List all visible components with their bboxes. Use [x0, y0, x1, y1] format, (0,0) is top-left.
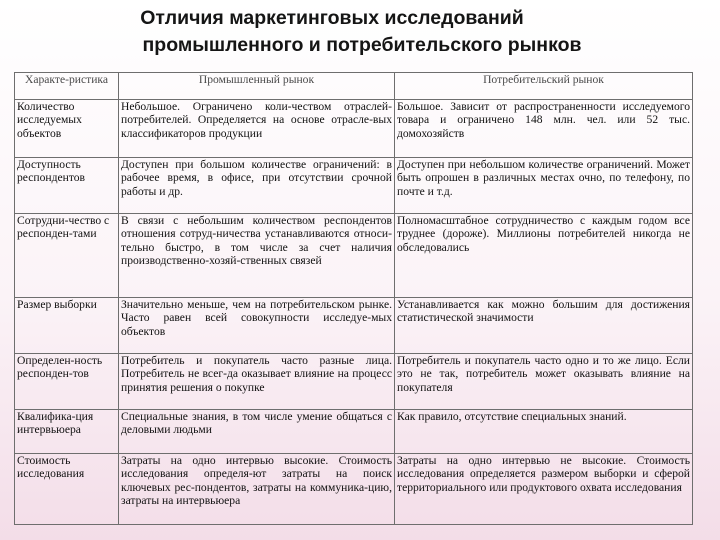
header-feature: Характе-ристика: [15, 73, 119, 100]
table-row: [15, 214, 693, 298]
row-industrial-cell: В связи с небольшим количеством респондентов отношения сотруд-ничества устанавливаются относи-тельно быстро, в том числе за счет наличия производственно-хозяй-ственных связей: [119, 214, 395, 298]
row-feature-cell: Размер выборки: [15, 298, 119, 354]
title-line-2: промышленного и потребительского рынков: [142, 34, 582, 56]
row-industrial-cell: Небольшое. Ограничено коли-чеством отраслей-потребителей. Определяется на основе отрасле-вых классификаторов продукции: [119, 100, 395, 158]
row-industrial-cell: Затраты на одно интервью высокие. Стоимость исследования определя-ют затраты на поиск ключевых рес-пондентов, затраты на коммуника-цию, затраты на интервьюера: [119, 454, 395, 525]
row-feature-cell: Квалифика-ция интервьюера: [15, 410, 119, 454]
header-industrial-market: Промышленный рынок: [119, 73, 395, 100]
row-consumer-cell: Полномасштабное сотрудничество с каждым годом все труднее (дороже). Миллионы потребителей никогда не обследовались: [395, 214, 693, 298]
table-row: [15, 410, 693, 454]
table-row: [15, 158, 693, 214]
row-consumer-cell: Большое. Зависит от распространенности исследуемого товара и ограничено 148 млн. чел. или 52 тыс. домохозяйств: [395, 100, 693, 158]
row-feature-cell: Доступность респондентов: [15, 158, 119, 214]
row-consumer-cell: Затраты на одно интервью не высокие. Стоимость исследования определяется размером выборки и сферой территориального или продуктового охвата исследования: [395, 454, 693, 525]
table-row: [15, 454, 693, 525]
row-industrial-cell: Специальные знания, в том числе умение общаться с деловыми людьми: [119, 410, 395, 454]
row-industrial-cell: Доступен при большом количестве ограничений: в рабочее время, в офисе, при отсутствии срочной работы и др.: [119, 158, 395, 214]
comparison-table: [14, 72, 693, 525]
row-feature-cell: Сотрудни-чество с респонден-тами: [15, 214, 119, 298]
slide-title: [0, 5, 720, 59]
row-feature-cell: Определен-ность респонден-тов: [15, 354, 119, 410]
table-row: [15, 100, 693, 158]
title-line-1: Отличия маркетинговых исследований: [140, 7, 524, 29]
row-industrial-cell: Потребитель и покупатель часто разные лица. Потребитель не всег-да оказывает влияние на процесс принятия решения о покупке: [119, 354, 395, 410]
row-consumer-cell: Устанавливается как можно большим для достижения статистической значимости: [395, 298, 693, 354]
header-consumer-market: Потребительский рынок: [395, 73, 693, 100]
row-consumer-cell: Потребитель и покупатель часто одно и то же лицо. Если это не так, потребитель может оказывать влияние на покупателя: [395, 354, 693, 410]
row-consumer-cell: Доступен при небольшом количестве ограничений. Может быть опрошен в различных местах очно, по телефону, по почте и т.д.: [395, 158, 693, 214]
table-header-row: [15, 73, 693, 100]
row-feature-cell: Стоимость исследования: [15, 454, 119, 525]
table-row: [15, 354, 693, 410]
row-industrial-cell: Значительно меньше, чем на потребительском рынке. Часто равен всей совокупности исследуе-мых объектов: [119, 298, 395, 354]
table-row: [15, 298, 693, 354]
row-consumer-cell: Как правило, отсутствие специальных знаний.: [395, 410, 693, 454]
row-feature-cell: Количество исследуемых объектов: [15, 100, 119, 158]
